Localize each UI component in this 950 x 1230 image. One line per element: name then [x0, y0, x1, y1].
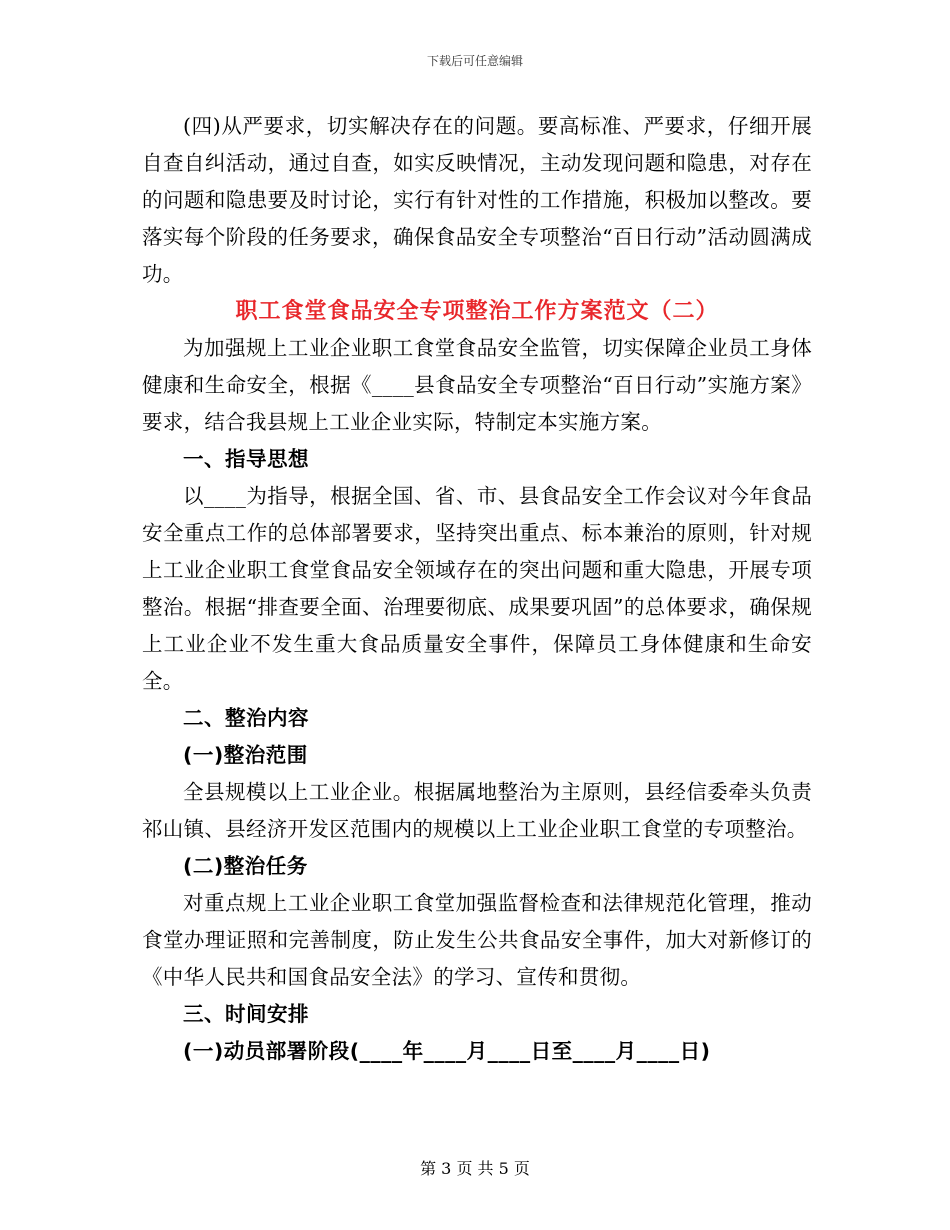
- heading-rectification-tasks: (二)整治任务: [183, 854, 308, 878]
- paragraph-strict-requirements: (四)从严要求，切实解决存在的问题。要高标准、严要求，仔细开展自查自纠活动，通过自查，如实反映情况，主动发现问题和隐患，对存在的问题和隐患要及时讨论，实行有针对性的工作措施，积极加以整改。要落实每个阶段的任务要求，确保食品安全专项整治“百日行动”活动圆满成功。: [142, 114, 812, 286]
- document-body: [142, 108, 812, 1070]
- heading-guiding-ideology: 一、指导思想: [183, 447, 309, 471]
- page-footer: 第 3 页 共 5 页: [420, 1159, 530, 1178]
- section-title: 职工食堂食品安全专项整治工作方案范文（二）: [235, 298, 719, 324]
- heading-rectification-content: 二、整治内容: [183, 706, 309, 730]
- heading-schedule: 三、时间安排: [183, 1002, 309, 1026]
- paragraph-intro: 为加强规上工业企业职工食堂食品安全监管，切实保障企业员工身体健康和生命安全，根据《____县食品安全专项整治“百日行动”实施方案》要求，结合我县规上工业企业实际，特制定本实施方案。: [142, 336, 812, 434]
- heading-mobilization-phase: (一)动员部署阶段(____年____月____日至____月____日): [183, 1039, 711, 1063]
- paragraph-guiding-ideology: 以____为指导，根据全国、省、市、县食品安全工作会议对今年食品安全重点工作的总体部署要求，坚持突出重点、标本兼治的原则，针对规上工业企业职工食堂食品安全领域存在的突出问题和重大隐患，开展专项整治。根据“排查要全面、治理要彻底、成果要巩固”的总体要求，确保规上工业企业不发生重大食品质量安全事件，保障员工身体健康和生命安全。: [142, 484, 812, 693]
- header-note: 下载后可任意编辑: [426, 54, 523, 68]
- heading-rectification-scope: (一)整治范围: [183, 743, 308, 767]
- paragraph-rectification-scope: 全县规模以上工业企业。根据属地整治为主原则，县经信委牵头负责祁山镇、县经济开发区范围内的规模以上工业企业职工食堂的专项整治。: [142, 780, 812, 841]
- paragraph-rectification-tasks: 对重点规上工业企业职工食堂加强监督检查和法律规范化管理，推动食堂办理证照和完善制度，防止发生公共食品安全事件，加大对新修订的《中华人民共和国食品安全法》的学习、宣传和贯彻。: [142, 891, 812, 989]
